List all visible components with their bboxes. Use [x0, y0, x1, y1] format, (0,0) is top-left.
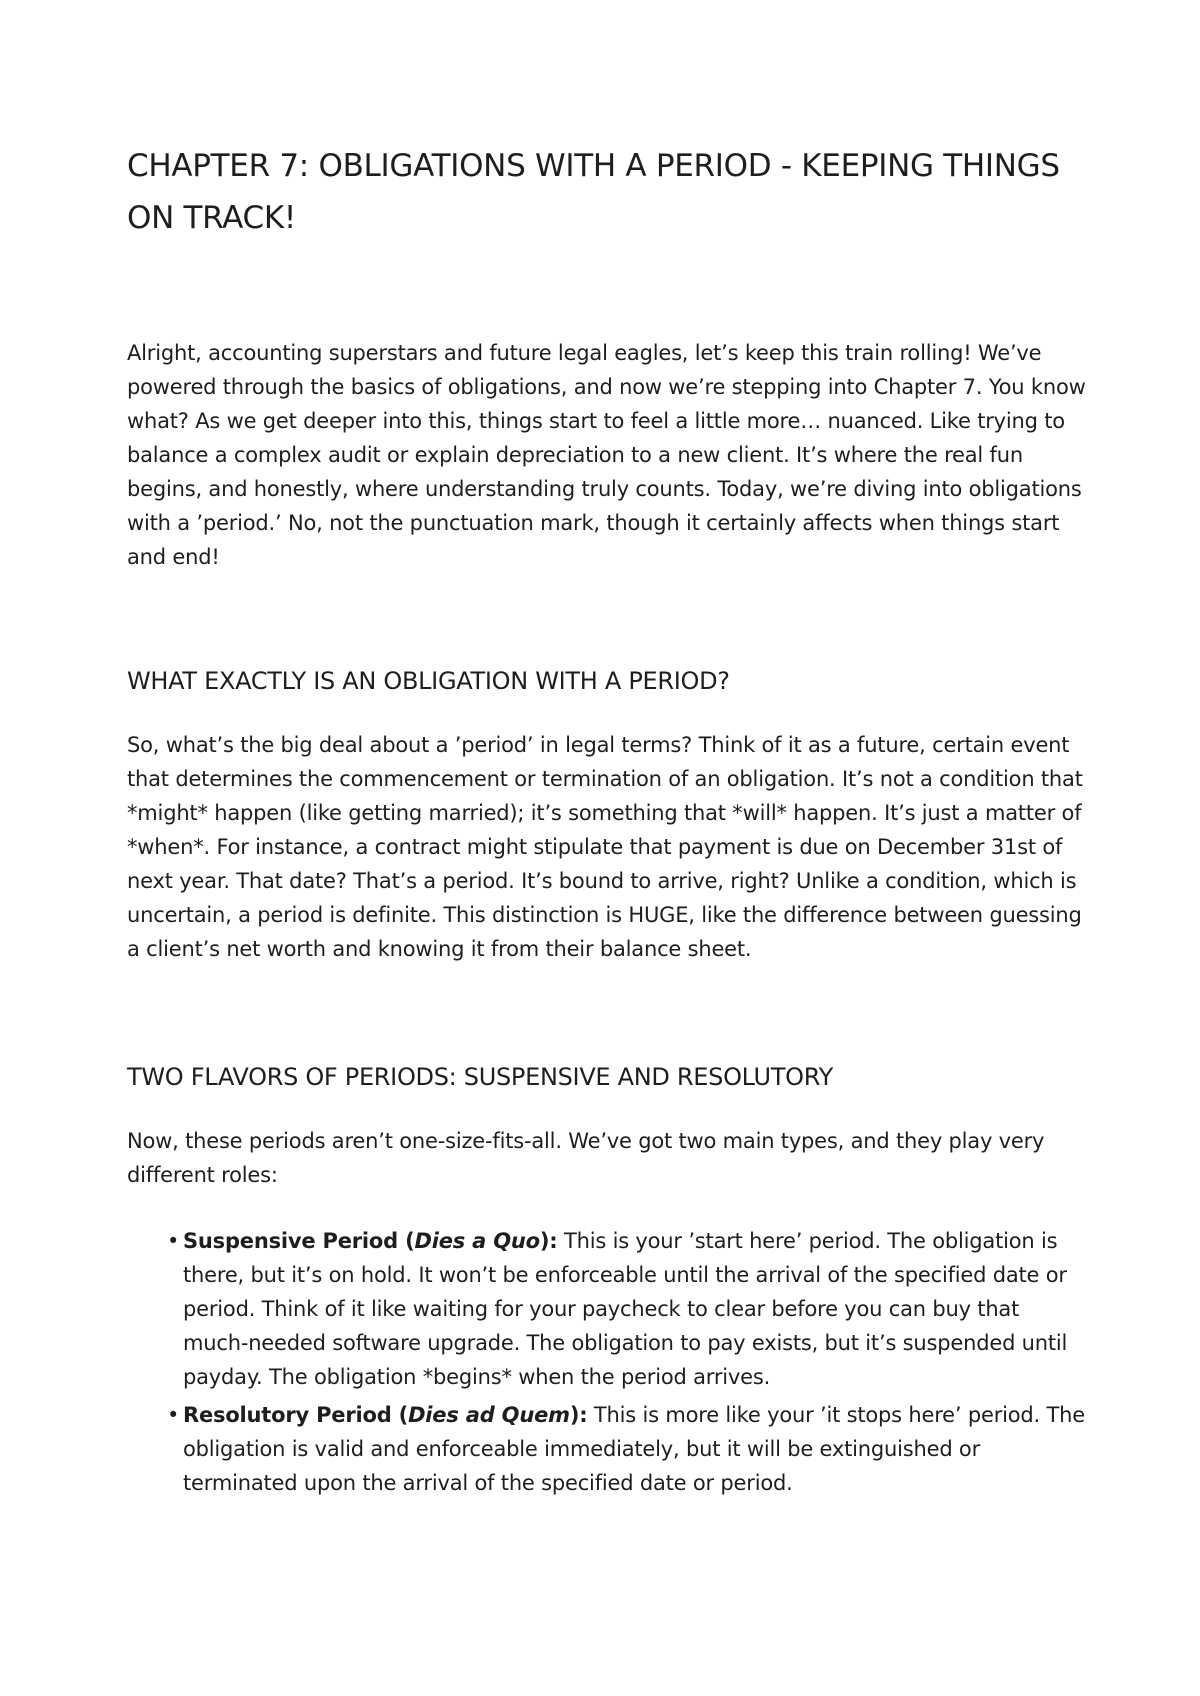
- intro-paragraph: Alright, accounting superstars and future legal eagles, let’s keep this train rolling! We’ve powered through the basics of obligations, and now we’re stepping into Chapter 7. You know what? As we get deeper into this, things start to feel a little more… nuanced. Like trying to balance a complex audit or explain depreciation to a new client. It’s where the real fun begins, and honestly, where understanding truly counts. Today, we’re diving into obligations with a ’period.’ No, not the punctuation mark, though it certainly affects when things start and end!: [127, 341, 1086, 569]
- term-suffix: ):: [569, 1403, 588, 1427]
- term-label: [183, 1403, 587, 1427]
- item-text: This is more like your ’it stops here’ period. The obligation is valid and enforceable immediately, but it will be extinguished or terminated upon the arrival of the specified date or period.: [183, 1403, 1085, 1495]
- section-heading-what-is-period: WHAT EXACTLY IS AN OBLIGATION WITH A PERIOD?: [127, 667, 730, 695]
- term-prefix: Suspensive Period (: [183, 1229, 415, 1253]
- bullet-icon: •: [167, 1229, 180, 1253]
- term-latin: Dies a Quo: [414, 1229, 540, 1253]
- bullet-icon: •: [167, 1403, 180, 1427]
- term-suffix: ):: [539, 1229, 558, 1253]
- section-heading-two-flavors: TWO FLAVORS OF PERIODS: SUSPENSIVE AND RESOLUTORY: [127, 1063, 833, 1091]
- list-item-resolutory-period: [167, 1398, 1087, 1500]
- term-prefix: Resolutory Period (: [183, 1403, 409, 1427]
- period-types-list: [127, 1224, 1087, 1500]
- list-item-suspensive-period: [167, 1224, 1087, 1394]
- chapter-title: CHAPTER 7: OBLIGATIONS WITH A PERIOD - KEEPING THINGS ON TRACK!: [127, 148, 1060, 236]
- term-latin: Dies ad Quem: [408, 1403, 570, 1427]
- section-body-two-flavors: Now, these periods aren’t one-size-fits-all. We’ve got two main types, and they play very different roles:: [127, 1129, 1045, 1187]
- section-body-what-is-period: So, what’s the big deal about a ’period’ in legal terms? Think of it as a future, certain event that determines the commencement or termination of an obligation. It’s not a condition that *might* happen (like getting married); it’s something that *will* happen. It’s just a matter of *when*. For instance, a contract might stipulate that payment is due on December 31st of next year. That date? That’s a period. It’s bound to arrive, right? Unlike a condition, which is uncertain, a period is definite. This distinction is HUGE, like the difference between guessing a client’s net worth and knowing it from their balance sheet.: [127, 733, 1083, 961]
- item-text: This is your ’start here’ period. The obligation is there, but it’s on hold. It won’t be enforceable until the arrival of the specified date or period. Think of it like waiting for your paycheck to clear before you can buy that much-needed software upgrade. The obligation to pay exists, but it’s suspended until payday. The obligation *begins* when the period arrives.: [183, 1229, 1068, 1389]
- document-page: [127, 140, 1087, 1504]
- term-label: [183, 1229, 558, 1253]
